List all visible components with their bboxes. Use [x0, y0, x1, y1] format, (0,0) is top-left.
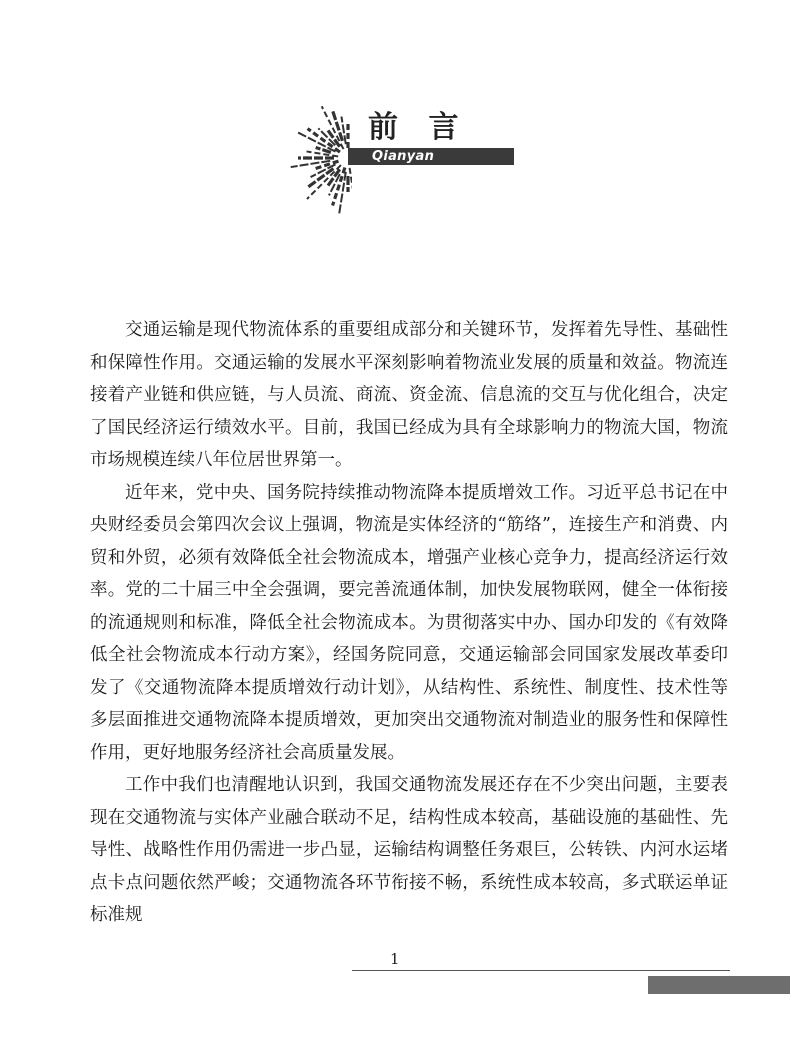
radial-burst-icon	[262, 100, 352, 220]
paragraph-1: 交通运输是现代物流体系的重要组成部分和关键环节，发挥着先导性、基础性和保障性作用。交通运输的发展水平深刻影响着物流业发展的质量和效益。物流连接着产业链和供应链，与人员流、商流、资金流、信息流的交互与优化组合，决定了国民经济运行绩效水平。目前，我国已经成为具有全球影响力的物流大国，物流市场规模连续八年位居世界第一。	[90, 320, 728, 470]
paragraph-3: 工作中我们也清醒地认识到，我国交通物流发展还存在不少突出问题，主要表现在交通物流与实体产业融合联动不足，结构性成本较高，基础设施的基础性、先导性、战略性作用仍需进一步凸显，运输结构调整任务艰巨，公转铁、内河水运堵点卡点问题依然严峻；交通物流各环节衔接不畅，系统性成本较高，多式联运单证标准规	[90, 775, 728, 925]
footer-divider	[352, 970, 730, 971]
paragraph-2: 近年来，党中央、国务院持续推动物流降本提质增效工作。习近平总书记在中央财经委员会第四次会议上强调，物流是实体经济的“筋络”，连接生产和消费、内贸和外贸，必须有效降低全社会物流成本，增强产业核心竞争力，提高经济运行效率。党的二十届三中全会强调，要完善流通体制，加快发展物联网，健全一体衔接的流通规则和标准，降低全社会物流成本。为贯彻落实中办、国办印发的《有效降低全社会物流成本行动方案》，经国务院同意，交通运输部会同国家发展改革委印发了《交通物流降本提质增效行动计划》，从结构性、系统性、制度性、技术性等多层面推进交通物流降本提质增效，更加突出交通物流对制造业的服务性和保障性作用，更好地服务经济社会高质量发展。	[90, 482, 728, 763]
footer-bar	[648, 976, 790, 994]
page-subtitle: Qianyan	[372, 149, 435, 164]
body-text	[90, 314, 728, 932]
page-title: 前 言	[368, 110, 469, 145]
page-number: 1	[390, 950, 400, 968]
